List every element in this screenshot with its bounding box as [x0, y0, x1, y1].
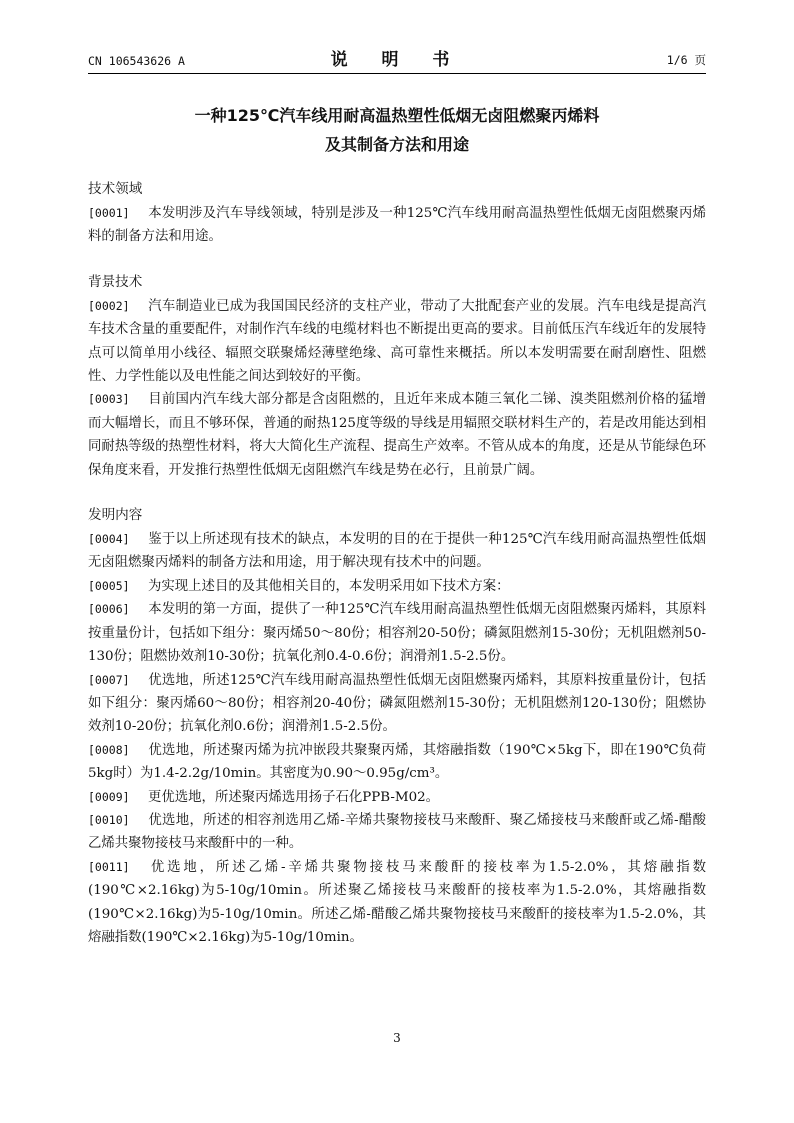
document-header	[88, 46, 706, 72]
paragraph	[88, 528, 706, 575]
paragraph-number: [0008]	[88, 742, 130, 757]
paragraph-text: 为实现上述目的及其他相关目的，本发明采用如下技术方案：	[148, 578, 510, 594]
paragraph-number: [0005]	[88, 578, 130, 593]
page-counter: 1/6 页	[666, 53, 706, 67]
paragraph-text: 目前国内汽车线大部分都是含卤阻燃的，且近年来成本随三氧化二锑、溴类阻燃剂价格的猛增而大幅增长，而且不够环保，普通的耐热125度等级的导线是用辐照交联材料生产的，若是改用能达到相同耐热等级的热塑性材料，将大大简化生产流程、提高生产效率。不管从成本的角度，还是从节能绿色环保角度来看，开发推行热塑性低烟无卤阻燃汽车线是势在必行，且前景广阔。	[88, 392, 706, 478]
paragraph-number: [0001]	[88, 206, 130, 220]
paragraph-number: [0009]	[88, 789, 130, 804]
title-line-1: 一种125℃汽车线用耐高温热塑性低烟无卤阻燃聚丙烯料	[194, 106, 600, 125]
paragraph	[88, 598, 706, 668]
paragraph	[88, 202, 706, 249]
paragraph	[88, 856, 706, 950]
paragraph-text: 本发明涉及汽车导线领域，特别是涉及一种125℃汽车线用耐高温热塑性低烟无卤阻燃聚丙烯料的制备方法和用途。	[88, 206, 706, 245]
document-type-title: 说 明 书	[330, 50, 464, 70]
paragraph-number: [0003]	[88, 392, 130, 407]
patent-number: CN 106543626 A	[88, 54, 185, 68]
document-body	[88, 176, 706, 949]
paragraph-text: 汽车制造业已成为我国国民经济的支柱产业，带动了大批配套产业的发展。汽车电线是提高汽车技术含量的重要配件，对制作汽车线的电缆材料也不断提出更高的要求。目前低压汽车线近年的发展特点可以简单用小线径、辐照交联聚烯烃薄壁绝缘、高可靠性来概括。所以本发明需要在耐刮磨性、阻燃性、力学性能以及电性能之间达到较好的平衡。	[88, 298, 706, 385]
paragraph-text: 优选地，所述的相容剂选用乙烯-辛烯共聚物接枝马来酸酐、聚乙烯接枝马来酸酐或乙烯-醋酸乙烯共聚物接枝马来酸酐中的一种。	[88, 812, 706, 852]
paragraph-text: 本发明的第一方面，提供了一种125℃汽车线用耐高温热塑性低烟无卤阻燃聚丙烯料，其原料按重量份计，包括如下组分：聚丙烯50～80份；相容剂20-50份；磷氮阻燃剂15-30份；无机阻燃剂50-130份；阻燃协效剂10-30份；抗氧化剂0.4-0.6份；润滑剂1.5-2.5份。	[88, 602, 706, 665]
section-heading-technical-field: 技术领域	[88, 181, 143, 197]
paragraph-number: [0006]	[88, 602, 130, 617]
section-heading-summary: 发明内容	[88, 507, 143, 524]
paragraph	[88, 786, 706, 809]
paragraph-number: [0004]	[88, 532, 130, 547]
paragraph-number: [0007]	[88, 672, 130, 687]
title-line-2: 及其制备方法和用途	[324, 135, 469, 154]
paragraph-text: 优选地，所述聚丙烯为抗冲嵌段共聚聚丙烯，其熔融指数（190℃×5kg下，即在190℃负荷5kg时）为1.4-2.2g/10min。其密度为0.90～0.95g/cm³。	[88, 742, 706, 782]
paragraph	[88, 575, 706, 598]
paragraph	[88, 388, 706, 482]
paragraph	[88, 739, 706, 786]
paragraph-number: [0010]	[88, 812, 130, 827]
paragraph-text: 优选地，所述125℃汽车线用耐高温热塑性低烟无卤阻燃聚丙烯料，其原料按重量份计，包括如下组分：聚丙烯60～80份；相容剂20-40份；磷氮阻燃剂15-30份；无机阻燃剂120-130份；阻燃协效剂10-20份；抗氧化剂0.6份；润滑剂1.5-2.5份。	[88, 672, 706, 735]
paragraph-number: [0002]	[88, 298, 130, 313]
paragraph-text: 鉴于以上所述现有技术的缺点，本发明的目的在于提供一种125℃汽车线用耐高温热塑性低烟无卤阻燃聚丙烯料的制备方法和用途，用于解决现有技术中的问题。	[88, 532, 706, 571]
paragraph	[88, 295, 706, 389]
section-heading-background: 背景技术	[88, 273, 143, 290]
header-divider	[88, 73, 706, 74]
paragraph-text: 更优选地，所述聚丙烯选用扬子石化PPB-M02。	[148, 789, 440, 805]
paragraph-number: [0011]	[88, 859, 130, 874]
page-number: 3	[393, 1031, 401, 1045]
paragraph-text: 优选地，所述乙烯-辛烯共聚物接枝马来酸酐的接枝率为1.5-2.0%，其熔融指数(190℃×2.16kg)为5-10g/10min。所述聚乙烯接枝马来酸酐的接枝率为1.5-2.0%，其熔融指数(190℃×2.16kg)为5-10g/10min。所述乙烯-醋酸乙烯共聚物接枝马来酸酐的接枝率为1.5-2.0%，其熔融指数(190℃×2.16kg)为5-10g/10min。	[88, 859, 706, 945]
paragraph	[88, 669, 706, 739]
document-title	[88, 101, 706, 159]
paragraph	[88, 809, 706, 856]
